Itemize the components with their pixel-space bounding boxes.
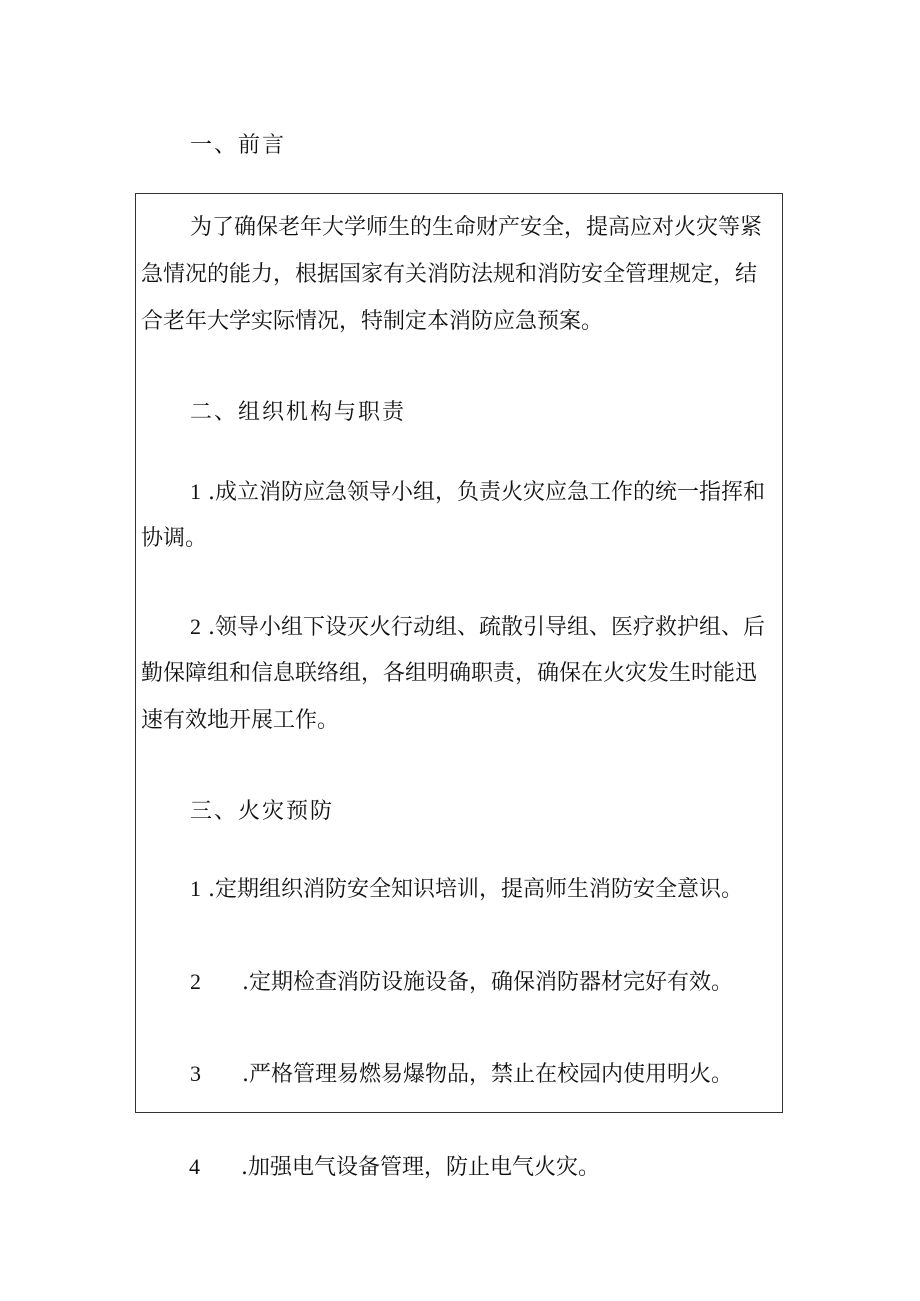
prevention-item-2-number: 2: [190, 969, 201, 994]
prevention-item-1-number: 1: [190, 876, 201, 901]
prevention-item-2-text: .定期检查消防设施设备，确保消防器材完好有效。: [242, 970, 733, 995]
prevention-item-4-number: 4: [189, 1154, 200, 1179]
prevention-item-1-text: .定期组织消防安全知识培训，提高师生消防安全意识。: [208, 877, 743, 902]
section-heading-preface: 一、前言: [190, 133, 287, 158]
preface-line-3: 合老年大学实际情况，特制定本消防应急预案。: [141, 309, 604, 334]
org-item-1-line-2: 协调。: [141, 526, 208, 551]
org-item-1-number: 1: [190, 479, 201, 504]
org-item-2-line-2: 勤保障组和信息联络组，各组明确职责，确保在火灾发生时能迅: [141, 661, 758, 686]
org-item-2-line-1: [136, 605, 782, 650]
section-heading-organization: 二、组织机构与职责: [190, 400, 407, 425]
prevention-item-3-number: 3: [190, 1061, 201, 1086]
org-item-2-text: .领导小组下设灭火行动组、疏散引导组、医疗救护组、后: [208, 615, 765, 640]
prevention-item-3-text: .严格管理易燃易爆物品，禁止在校园内使用明火。: [242, 1062, 733, 1087]
org-item-1-text: .成立消防应急领导小组，负责火灾应急工作的统一指挥和: [208, 480, 765, 505]
preface-line-1: 为了确保老年大学师生的生命财产安全，提高应对火灾等紧: [190, 215, 763, 240]
org-item-2-line-3: 速有效地开展工作。: [141, 708, 340, 733]
org-item-2-number: 2: [190, 614, 201, 639]
content-frame: [135, 193, 783, 1113]
prevention-item-4-text: .加强电气设备管理，防止电气火灾。: [241, 1155, 600, 1180]
prevention-item-1: [136, 867, 782, 912]
section-heading-prevention: 三、火灾预防: [190, 799, 335, 824]
prevention-item-4: [189, 1150, 600, 1181]
prevention-item-2: [136, 960, 782, 1005]
prevention-item-3: [136, 1052, 782, 1097]
preface-line-2: 急情况的能力，根据国家有关消防法规和消防安全管理规定，结: [141, 262, 758, 287]
org-item-1-line-1: [136, 470, 782, 515]
